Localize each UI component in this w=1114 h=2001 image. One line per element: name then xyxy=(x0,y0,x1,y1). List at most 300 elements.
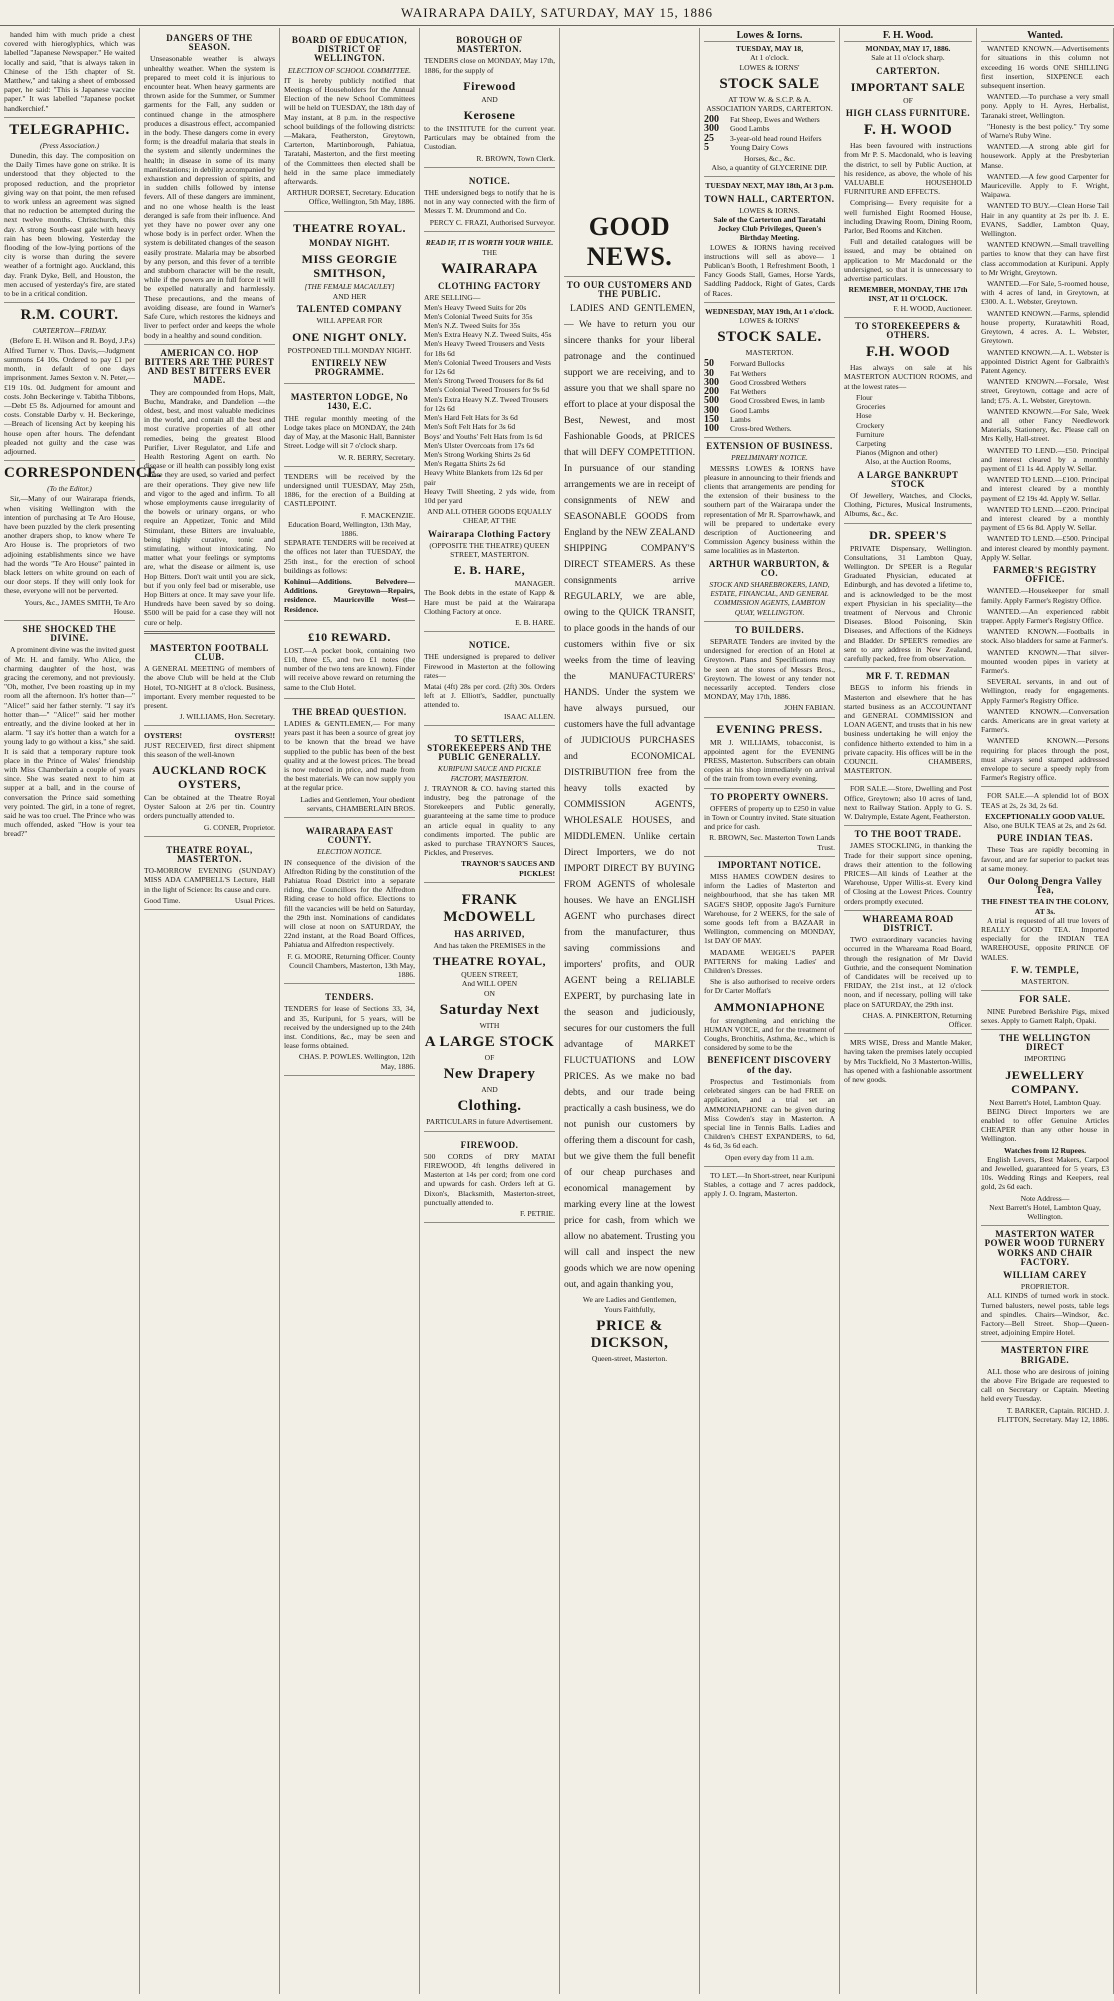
notice-body: THE undersigned begs to notify that he is not in any way connected with the firm of Messrs T. M. Drummond and Co. xyxy=(424,188,555,216)
oysters-heading-1: OYSTERS! xyxy=(144,731,182,741)
east-county-ad xyxy=(284,821,415,984)
factory-item: Men's Extra Heavy N.Z. Tweed Suits, 45s xyxy=(424,330,552,340)
wood-time: Sale at 11 o'clock sharp. xyxy=(871,53,945,63)
telegraphic-body: Dunedin, this day. The composition on the Daily Times have gone on strike. It is understood that they objected to the proposed reduction, and the proprietor giving way on that point, the men refused to work unless an agreement was signed that no reduction be attempted during the next twelve months. Christchurch, this day. A strong South-east gale with heavy rain has been blowing. Yesterday the flooding of the low-lying portions of the city is worse than during the severe weather of a fortnight ago. Auckland, this day. Frank Dyke, Bell, and Houston, the men accused of yesterday's fire, are stated to be in a critical condition. xyxy=(4,151,135,299)
redman-body: BEGS to inform his friends in Masterton and elsewhere that he has started business as an ACCOUNTANT and GENERAL COMMISSION and LOAN AGENT, and trusts that in his new business undertaking he will enjoy the confidence hitherto extended to him in a private capacity. His offices will be in the COUNCIL CHAMBERS, MASTERTON. xyxy=(844,683,972,776)
correspondence-sub: (To the Editor.) xyxy=(47,484,92,494)
theatre-lecture-body: TO-MORROW EVENING (SUNDAY) MISS ADA CAMPBELL'S Lecture, Hall in the light of Science: Its cause and cure. xyxy=(144,866,275,894)
jewellery-gold: English Levers, Best Makers, Carpool and Jewelled, guaranteed for 5 years, £3 10s. Wedding Rings and Keepers, real gold, 2s 6d each. xyxy=(981,1154,1109,1192)
tuesday-date: TUESDAY, MAY 18, xyxy=(735,44,804,54)
borough-title: BOROUGH OF MASTERTON. xyxy=(456,35,523,55)
telegraphic-sub: (Press Association.) xyxy=(39,140,100,150)
mcdowell-taken: And has taken the PREMISES in the xyxy=(433,941,546,951)
extension-body: MESSRS LOWES & IORNS have pleasure in announcing to their friends and clients that arrangements are pending for the extension of their business to the southern part of the Wairarapa under the representation of Mr R. Sparrowhawk, and will be prepared to undertake every description of Auctioneering and Commission Agency business within the same localities as in Masterton. xyxy=(704,463,835,556)
oysters-big: AUCKLAND ROCK OYSTERS, xyxy=(152,763,267,792)
correspondence-title: CORRESPONDENCE. xyxy=(4,465,162,482)
speer-body: PRIVATE Dispensary, Wellington. Consultations, 31 Lambton Quay, Wellington. Dr SPEER is a Regular Graduated Physician, educated at Edinburgh, and has devoted a lifetime to, and is acknowledged to be the most expert Physician in his speciality—the treatment of Nervous and Chronic Diseases. Blood Poisoning, Skin Diseases, and Affections of the Kidneys and Bladder. Dr SPEER'S remedies are sent to any address in New Zealand, carefully packed, free from observation. xyxy=(844,543,972,663)
theatre-and: AND HER xyxy=(332,292,367,302)
factory-the: THE xyxy=(482,248,497,258)
tenders-2-body: TENDERS for lease of Sections 33, 34, and 35, Kuripuni, for 5 years, will be received by the undersigned up to the 24th inst. Conditions, &c., may be seen and lease forms obtained. xyxy=(284,1004,415,1051)
builders-title: TO BUILDERS. xyxy=(734,624,805,635)
firm-1: LOWES & IORNS' xyxy=(739,62,800,72)
column-2 xyxy=(140,28,280,1994)
bread-ad xyxy=(284,702,415,818)
theatre-star-sub: [THE FEMALE MACAULEY] xyxy=(304,281,395,291)
oysters-body-2: Can be obtained at the Theatre Royal Oyster Saloon at 2/6 per tin. Country orders punctually attended to. xyxy=(144,793,275,821)
wanted-item: "Honesty is the best policy." Try some of Warne's Ruby Wine. xyxy=(981,121,1109,141)
theatre-star: MISS GEORGIE SMITHSON, xyxy=(301,251,398,280)
finest-body: A trial is requested of all true lovers of REALLY GOOD TEA. Imported especially for the INDIAN TEA WAREHOUSE, opposite PRINCE OF WALES. xyxy=(981,915,1109,962)
borough-kerosene: Kerosene xyxy=(463,108,516,123)
hop-bitters-body: They are compounded from Hops, Malt, Buchu, Mandrake, and Dandelion —the oldest, best, and most valuable medicines in the world, and contain all the best and most curative properties of all other remedies, being the greatest Blood Purifier, Liver Regulator, and Life and Health Restoring Agent on earth. No disease or ill health can possibly long exist where they are used, so varied and perfect are their operations. They give new life and vigor to the aged and infirm. To all whose employments cause irregularity of the bowels or urinary organs, or who require an Appetizer, Tonic and Mild Stimulant, these Bitters are invaluable, being highly curative, tonic and stimulating, without intoxicating. No matter what your feelings or symptoms are, what the disease or ailment is, use Hop Bitters. Don't wait until you are sick, but if you only feel bad or miserable, use Hop Bitters at once. It may save your life. Hundreds have been saved by so doing. $500 will be paid for a case they will not cure or help. xyxy=(144,387,275,627)
stock-lot: 5 Young Dairy Cows xyxy=(704,141,789,153)
wanted-item: WANTED.—A strong able girl for housework. Apply at the Presbyterian Manse. xyxy=(981,142,1109,170)
theatre-company: TALENTED COMPANY xyxy=(296,304,403,315)
reward-body: LOST.—A pocket book, containing two £10, three £5, and two £1 notes (the number of the two tens are known). Finder will receive above reward on returning the same to the Club Hotel. xyxy=(284,645,415,692)
theatre-will: WILL APPEAR FOR xyxy=(316,316,383,326)
jewellery-company: JEWELLERY COMPANY. xyxy=(1005,1067,1085,1096)
wanted-item: WANTED KNOWN.—Forsale, West street, Greytown, cottage and acre of land; £75. A. L. Webster, Greytown. xyxy=(981,377,1109,405)
traynor-ad xyxy=(424,729,555,883)
borough-body: TENDERS close on MONDAY, May 17th, 1886, for the supply of xyxy=(424,56,555,75)
mcdowell-queen: QUEEN STREET, xyxy=(461,970,518,980)
court-body: (Before E. H. Wilson and R. Boyd, J.P.s) Alfred Turner v. Thos. Davis,—Judgment summons £4 10s. Ordered to pay £1 per month, in default of one days imprisonment. James Sexton v. N. Peter,—£19 10s. 0d. Judgment for amount and costs. John Beckeringe v. Tabitha Tibbons,—Debt £5 8s. Adjourned for amount and costs. Constable Darby v. H. Beckeringe,—Breach of licensing Act by keeping his house open after hours. The defendant pleaded not guilty and the case was adjourned. xyxy=(4,336,135,456)
factory-are: ARE SELLING— xyxy=(424,293,481,303)
stock-lot: 100 Cross-bred Wethers. xyxy=(704,422,792,434)
mcdowell-ad xyxy=(424,886,555,1132)
to-let: TO LET.—In Short-street, near Kuripuni Stables, a cottage and 7 acres paddock, apply J. O. Ingram, Masterton. xyxy=(704,1170,835,1199)
wood-turnery: MASTERTON WATER POWER WOOD TURNERY WORKS AND CHAIR FACTORY. xyxy=(984,1229,1106,1267)
bankrupt-body: Of Jewellery, Watches, and Clocks, Clothing, Pictures, Musical Instruments, Albums, &c., &c. xyxy=(844,490,972,519)
stock-lot: 200 Fat Sheep, Ewes and Wethers xyxy=(704,114,820,126)
column-1 xyxy=(0,28,162,1994)
pigs-for-sale: FOR SALE. xyxy=(1019,994,1071,1005)
mcdowell-saturday: Saturday Next xyxy=(439,1001,540,1018)
wood-body: Has been favoured with instructions from Mr P. S. Macdonald, who is leaving the district, to sell by Public Auction, at his residence, as above, the whole of his VALUABLE HOUSEHOLD FURNITURE AND EFFECTS. xyxy=(844,141,972,197)
boot-trade-body: JAMES STOCKLING, in thanking the Trade for their support since opening, draws their attention to the following PRICES—All kinds of Leather at the Warehouse, Upper Willis-st. Every kind of Closing at the Lowest Prices. Country orders promptly executed. xyxy=(844,841,972,906)
wood-comprising: Comprising— Every requisite for a well furnished Eight Roomed House, including Drawing Room, Dining Room, Parlor, Bed Rooms and Kitchen. xyxy=(844,198,972,236)
hare-sign: E. B. HARE. xyxy=(515,617,555,627)
wanted-item-2: WANTED KNOWN.—Conversation cards. Americans are in great variety at Farmer's. xyxy=(981,706,1109,735)
factory-item: Men's Hard Felt Hats for 3s 6d xyxy=(424,413,518,423)
jewellery-body: BEING Direct Importers we are enabled to offer Genuine Articles CHEAPER than any other house in Wellington. xyxy=(981,1106,1109,1144)
kohinui-list: Kohinui—Additions. Belvedere—Additions. Greytown—Repairs, residence. Mauriceville West—Residence. xyxy=(284,576,415,614)
stock-sale-2-place: MASTERTON. xyxy=(745,348,794,358)
mcdowell-open: And WILL OPEN xyxy=(461,979,518,989)
oysters-sign: G. CONER, Proprietor. xyxy=(203,822,275,832)
factory-item: Boys' and Youths' Felt Hats from 1s 6d xyxy=(424,431,543,441)
wood-good: Crockery xyxy=(856,420,885,430)
column-3 xyxy=(280,28,420,1994)
good-news-sign-1: We are Ladies and Gentlemen, xyxy=(582,1295,677,1305)
borough-body-2: to the INSTITUTE for the current year. Particulars may be obtained from the Custodian. xyxy=(424,124,555,152)
wanted-item-2: WANTED.—Housekeeper for small family. Apply Farmer's Registry Office. xyxy=(981,586,1109,605)
traynor-body: J. TRAYNOR & CO. having started this industry, beg the patronage of the Storekeepers and Public generally, guaranteeing at the same time to produce an article equal in quality to any condiments imported. The public are asked to purchase TRAYNOR'S Sauces, Pickles, and Preserves. xyxy=(424,783,555,858)
jewellery-address: Next Barrett's Hotel, Lambton Quay, Wellington. xyxy=(989,1202,1101,1221)
wood-2-name: F.H. WOOD xyxy=(865,344,951,361)
lowes-iorns-header: Lowes & Iorns. xyxy=(704,30,835,42)
wanted-item: WANTED KNOWN.—For Sale, Week and all other Fancy Needlework Materials, Stationery, &c. Please call on Mrs Kelly, Hall-street. xyxy=(981,406,1109,444)
read-if: READ IF, IT IS WORTH YOUR WHILE. xyxy=(425,237,554,247)
pure-indian-teas: PURE INDIAN TEAS. xyxy=(996,833,1094,844)
mcdowell-particulars: PARTICULARS in future Advertisement. xyxy=(426,1117,553,1127)
notice-2-ad xyxy=(424,635,555,726)
tenders-2-ad xyxy=(284,987,415,1076)
board-title: BOARD OF EDUCATION, DISTRICT OF WELLINGTON. xyxy=(291,35,408,64)
divine-title: SHE SHOCKED THE DIVINE. xyxy=(22,623,117,644)
factory-item: Men's Regatta Shirts 2s 6d xyxy=(424,459,506,469)
stock-lot: 50 Forward Bullocks xyxy=(704,358,785,370)
bread-title: THE BREAD QUESTION. xyxy=(292,706,407,717)
east-sign: F. G. MOORE, Returning Officer. County Council Chambers, Masterton, 13th May, 1886. xyxy=(287,951,415,980)
factory-item: Men's N.Z. Tweed Suits for 35s xyxy=(424,321,521,331)
lodge-ad xyxy=(284,387,415,466)
stock-lot: 200 Fat Wethers xyxy=(704,386,767,398)
important-notice-title: IMPORTANT NOTICE. xyxy=(717,859,822,870)
carey-prop: PROPRIETOR. xyxy=(1020,1282,1070,1292)
wood-good: Furniture xyxy=(856,429,885,439)
football-title: MASTERTON FOOTBALL CLUB. xyxy=(150,642,269,662)
factory-item: Men's Heavy Tweed Trousers and Vests for 18s 6d xyxy=(424,339,545,358)
notice-ad xyxy=(424,171,555,232)
east-title: WAIRARAPA EAST COUNTY. xyxy=(305,826,394,846)
factory-item: Men's Colonial Tweed Trousers and Vests for 12s 6d xyxy=(424,357,551,377)
theatre-night: MONDAY NIGHT. xyxy=(309,237,390,248)
redman-title: MR F. T. REDMAN xyxy=(865,671,951,682)
tenders-2-sign: CHAS. P. POWLES. Wellington, 12th May, 1886. xyxy=(298,1052,415,1071)
factory-equal: AND ALL OTHER GOODS EQUALLY CHEAP, AT THE xyxy=(427,507,552,526)
good-news-title: GOOD NEWS. xyxy=(586,212,673,271)
wood-good: Flour xyxy=(856,392,873,402)
wanted-item: WANTED KNOWN.—Farms, splendid house property, Kuratawhiti Road, Greytown, 4 acres. A. L. Webster, Greytown. xyxy=(981,308,1109,346)
firm-2: LOWES & IORNS. xyxy=(739,205,800,215)
oysters-heading-2: OYSTERS!! xyxy=(234,731,275,741)
column-4 xyxy=(420,28,560,1994)
privileges: LOWES & IORNS having received instructions will sell as above— 1 Publican's Booth, 1 Refreshment Booth, 1 Fancy Goods Stall, Games, Horse Yards, Saddling Paddock, Right of Gates, Cards of Races. xyxy=(704,242,835,298)
bread-sign: Ladies and Gentlemen, Your obedient servants, CHAMBERLAIN BROS. xyxy=(300,794,415,813)
fire-sign: T. BARKER, Captain. RICHD. J. FLITTON, Secretary. May 12, 1886. xyxy=(997,1405,1109,1424)
mcdowell-clothing: Clothing. xyxy=(457,1098,522,1115)
hare-notice: The Book debts in the estate of Kapp & Hare must be paid at the Wairarapa Clothing Factory at once. xyxy=(424,588,555,616)
whareama-title: WHAREAMA ROAD DISTRICT. xyxy=(862,913,954,934)
town-hall: TOWN HALL, CARTERTON. xyxy=(704,193,835,204)
stock-lots-2 xyxy=(704,359,835,433)
factory-item: Men's Colonial Tweed Suits for 35s xyxy=(424,311,533,321)
tea-bulk: Also, one BULK TEAS at 2s, and 2s 6d. xyxy=(983,821,1107,831)
pure-body: These Teas are rapidly becoming in favour, and are far superior to packet teas at same money. xyxy=(981,845,1109,873)
wood-remember: REMEMBER, MONDAY, THE 17th INST, AT 11 O'CLOCK. xyxy=(848,285,968,304)
divine-body: A prominent divine was the invited guest of Mr. H. and family. Who Alice, the charming daughter of the host, was gracing the ceremony, and not previously. "Oh, mother, I've been roasting up in my room all the afternoon. It's hotter than—" "Alice!" said her father sternly. "I say it's hotter than—" "Alice!" said her mother entreatly, and the divine looked at her in alarm. "I say it's hotter than a watch for a young lady to go without a kiss," she said. It is said that a temporary rupture took place in the Prince of Wales' friendship with Miss Chamberlain a couple of years since. She was seated next to him at supper at a ball, and in the course of conversation the Prince said something very pointed. The girl, in a tone of regret, said he was too cruel. The Prince who was much offended, asked "How is your tea bread?" xyxy=(4,645,135,839)
masthead xyxy=(0,0,1114,26)
farmers-registry: FARMER'S REGISTRY OFFICE. xyxy=(993,564,1097,585)
mcdowell-of: OF xyxy=(484,1053,495,1063)
stock-lot: 30 Fat Wethers xyxy=(704,367,767,379)
tea-sale: FOR SALE.—A splendid lot of BOX TEAS at 2s, 2s 3d, 2s 6d. xyxy=(981,791,1109,810)
notice-sign: PERCY C. FRAZI, Authorised Surveyor. xyxy=(429,217,555,227)
theatre-programme: ENTIRELY NEW PROGRAMME. xyxy=(311,357,388,378)
football-sign: J. WILLIAMS, Hon. Secretary. xyxy=(179,712,275,722)
factory-name: CLOTHING FACTORY xyxy=(437,281,542,292)
ammoniaphone-body: for strengthening and enriching the HUMAN VOICE, and for the treatment of Coughs, Bronchitis, Asthma, &c., which is considered by some to be the xyxy=(704,1015,835,1053)
important-notice-body: MISS HAMES COWDEN desires to inform the Ladies of Masterton and neighbourhood, that she has taken MR SAGE'S SHOP, opposite Jago's Furniture Warehouse, for 2 WEEKS, for the sale of some goods left from a BAZAAR in Wellington, commencing on MONDAY, 1st DAY OF MAY. xyxy=(704,872,835,946)
fire-brigade: MASTERTON FIRE BRIGADE. xyxy=(1000,1345,1090,1365)
mcdowell-drapery: New Drapery xyxy=(443,1066,536,1083)
temple-name: F. W. TEMPLE, xyxy=(1010,964,1080,975)
agent-line: She is also authorised to receive orders for Dr Carter Moffat's xyxy=(704,977,835,996)
stock-lot: 300 Good Lambs xyxy=(704,123,770,135)
mrs-wise: MRS WISE, Dress and Mantle Maker, having taken the premises lately occupied by Mrs Tuckfield, No 3 Masterton-Willis, has opened with a fashionable assortment of new goods. xyxy=(844,1038,972,1085)
tuesday-time: At 1 o'clock. xyxy=(750,53,789,63)
borough-and: AND xyxy=(481,94,498,104)
wood-good: Carpeting xyxy=(856,438,886,448)
extension-sub: PRELIMINARY NOTICE. xyxy=(731,453,808,463)
storekeepers-title: TO STOREKEEPERS & OTHERS. xyxy=(855,320,961,341)
builders-sign: JOHN FABIAN. xyxy=(784,703,835,713)
education-board-date: Education Board, Wellington, 13th May, 1886. xyxy=(288,519,411,538)
evening-press-title: EVENING PRESS. xyxy=(716,721,823,736)
column-6 xyxy=(700,28,840,1994)
football-body: A GENERAL MEETING of members of the above Club will be held at the Club Hotel, TO-NIGHT at 8 o'clock. Business, important. Every member requested to be present. xyxy=(144,664,275,711)
stock-lot: 300 Good Lambs xyxy=(704,404,770,416)
property-sign: R. BROWN, Sec. Masterton Town Lands Trust. xyxy=(709,833,835,852)
firewood-body: 500 CORDS of DRY MATAI FIREWOOD, 4ft lengths delivered in Masterton at 14s per cord; from one cord and upwards for cash. Orders left at G. Dixon's, Blacksmith, Masterton-street, punctually attended to. xyxy=(424,1151,555,1207)
for-sale-store: FOR SALE.—Store, Dwelling and Post Office, Greytown; also 10 acres of land, next to Railway Station. Apply to G. S. W. Dalrymple, Estate Agent, Featherston. xyxy=(844,784,972,822)
also-line: Also, a quantity of GLYCERINE DIP. xyxy=(711,163,828,173)
theatre-postponed: POSTPONED TILL MONDAY NIGHT. xyxy=(287,345,412,355)
stock-lot: 300 Good Crossbred Wethers xyxy=(704,376,807,388)
wednesday-date: WEDNESDAY, MAY 19th, At 1 o'clock. xyxy=(705,306,834,316)
wanted-item-2: WANTED KNOWN.—That silver-mounted wooden pipes in variety at Farmer's. xyxy=(981,647,1109,675)
borough-sign: R. BROWN, Town Clerk. xyxy=(476,153,555,163)
jewellery-watches: Watches from 12 Rupees. xyxy=(1003,1145,1087,1155)
good-news-firm: PRICE & DICKSON, xyxy=(590,1317,669,1351)
wanted-item: WANTED TO LEND.—£500. Principal and interest cleared by monthly payment. Apply W. Sellar. xyxy=(981,534,1109,562)
mcdowell-theatre: THEATRE ROYAL, xyxy=(432,954,547,969)
factory-item: Men's Heavy Tweed Suits for 20s xyxy=(424,302,527,312)
wanted-item: WANTED.—For Sale, 5-roomed house, with 4 acres of land, in Greytown, at £300. A. L. Webster, Greytown. xyxy=(981,279,1109,307)
jewellery-importing: IMPORTING xyxy=(1024,1054,1066,1064)
property-body: OFFERS of property up to £250 in value in Town or Country invited. State situation and price for cash. xyxy=(704,803,835,832)
wood-high: HIGH CLASS FURNITURE. xyxy=(845,108,971,119)
boot-trade-title: TO THE BOOT TRADE. xyxy=(854,829,962,840)
factory-wairarapa: WAIRARAPA xyxy=(441,261,538,278)
mcdowell-and: AND xyxy=(481,1085,498,1095)
bread-body: LADIES & GENTLEMEN,— For many years past it has been a source of great joy to be known that the bread we have supplied to the public has been of the best quality and at the lowest prices. The bread is now reduced in price, and made from the best materials. We can now supply you at the regular price. xyxy=(284,718,415,793)
dangers-title: DANGERS OF THE SEASON. xyxy=(166,33,253,53)
notice-2-sign: ISAAC ALLEN. xyxy=(503,711,555,721)
notice-2-rates: Matai (4ft) 28s per cord. (2ft) 30s. Orders left at J. Elliott's, Saddler, punctually attended to. xyxy=(424,681,555,710)
hare-manager: MANAGER. xyxy=(514,579,555,589)
fire-body: ALL those who are desirous of joining the above Fire Brigade are requested to call on Secretary or Captain. Meeting held every Tuesday. xyxy=(981,1366,1109,1404)
warburton-title: ARTHUR WARBURTON, & CO. xyxy=(708,558,831,578)
good-news-to: TO OUR CUSTOMERS AND THE PUBLIC. xyxy=(566,280,693,300)
good-news-body: LADIES AND GENTLEMEN,— We have to return you our sincere thanks for your liberal patronage and the continued support we are receiving, and to assure you that we shall spare no effort to place at your disposal the Best, Newest, and most Fashionable Goods, at PRICES that will DEFY COMPETITION. In pursuance of our standing arrangements we are in receipt of consignments of NEW and SEASONABLE GOODS from England by the NEW ZEALAND SHIPPING COMPANY'S DIRECT STEAMERS. As these consignments arrive REGULARLY, we are able, owing to the QUICK TRANSIT, to place goods in the hands of our customers within five or six weeks from the time of leaving the MANUFACTURERS' HANDS. Under the system we have always pursued, our customers have the full advantage of JUDICIOUS PURCHASES and ECONOMICAL DISTRIBUTION free from the heavy tolls exacted by COMMISSION AGENTS, WHOLESALE HOUSES, and MIDDLEMEN. Unlike certain Direct Importers, we do not IMPORT DIRECT BY BUYING FROM AGENTS of wholesale houses. We have an ENGLISH AGENT who purchases direct from the manufacturer, thus saving commissions and importers' profits, and OUR AGENT being a RELIABLE EXPERT, by purchasing late in the season and judiciously, secures for our customers the full advantage of MARKET FLUCTUATIONS and LOW PRICES. As we make no bad debts, and our trade being practically a cash business, we do not punish our customers by offering them a discount for cash, but we give them the full benefit of our cheap purchases and economical management by marking every line at the lowest price for cash, from which we allow no abatement. Trusting you will call and inspect the new goods which we are now opening out, and again thanking you, xyxy=(564,303,695,1291)
wanted-item-2: WANTED KNOWN.—Persons requiring for places through the post, must always send stamped addressed envelope to secure a speedy reply from Farmer's Registry office. xyxy=(981,736,1109,783)
tenders-2-title: TENDERS. xyxy=(325,992,374,1003)
theatre-royal-ad xyxy=(284,215,415,385)
factory-item: Heavy White Blankets from 12s 6d per pair xyxy=(424,468,543,487)
good-news-sign-2: Yours Faithfully, xyxy=(603,1304,656,1314)
dangers-body: Unseasonable weather is always unhealthy weather. When the system is prepared to meet cold it is injurious to encounter heat. When heavy garments are thrown aside for the Summer, or Summer garments for the Fall, any sudden or continued change in the atmosphere produces a disastrous effect, accompanied in the body. These dangers come in every form; is the dreadful malaria that steals in the system and silently undermines the health; in disease in some of its many manifestations; in debility accompanied by exhaustion and depression of spirits, and in sudden chills followed by intense fevers. All of these dangers are imminent, and no one whose health is the least deranged is safe from their influence. And yet they have no power over any one whose body is in perfect order. When the system is debilitated changes of the season easily prostrate. Malaria may be absorbed by any person, and this fever of a terrible and stubborn character will be the result, while if the powers are in full force it will be expelled naturally and harmlessly. These precautions, and the means of avoiding disease, are found in Warner's Safe Cure, which restores the kidneys and liver to perfect order and keeps the whole body in a healthy and sound condition. xyxy=(144,54,275,340)
theatre-title: THEATRE ROYAL. xyxy=(292,220,407,235)
wood-carterton: CARTERTON. xyxy=(876,65,940,76)
east-sub: ELECTION NOTICE. xyxy=(317,847,382,857)
wood-good: Pianos (Mignon and other) xyxy=(856,448,938,458)
wanted-item: WANTED KNOWN.—Small travelling parties to know that they can have first class accommodation at Kuripuni. Apply to Mr Wright, Greytown. xyxy=(981,240,1109,277)
reward-ad xyxy=(284,624,415,699)
stock-lots-1 xyxy=(704,115,835,152)
separate-tenders: SEPARATE TENDERS will be received at the offices not later than TUESDAY, the 25th inst., for the erection of school buildings as follows: xyxy=(284,538,415,575)
wood-goods xyxy=(844,393,972,457)
wood-also: Also, at the Auction Rooms, xyxy=(864,457,952,467)
pigs-body: NINE Purebred Berkshire Pigs, mixed sexes. Apply to Garnett Ralph, Opaki. xyxy=(981,1006,1109,1025)
warburton-sub: STOCK AND SHAREBROKERS, LAND, ESTATE, FINANCIAL, AND GENERAL COMMISSION AGENTS, LAMBTON QUAY, WELLINGTON. xyxy=(709,579,830,617)
column-5 xyxy=(560,28,700,1994)
lodge-sign: W. R. BERRY, Secretary. xyxy=(338,452,415,462)
prospectus: Prospectus and Testimonials from celebrated singers can be had FREE on application, and a trial set an AMMONIAPHONE can be given during Miss Cowden's stay in Masterton. A special line in Tennis Balls. Ladies and Children's CHEST EXPANDERS, to 6d, 4s 6d, 3s 6d each. xyxy=(704,1076,835,1151)
notice-title: NOTICE. xyxy=(468,175,511,186)
bankrupt-title: A LARGE BANKRUPT STOCK xyxy=(857,469,959,489)
football-ad xyxy=(144,638,275,727)
factory-location: (OPPOSITE THE THEATRE) QUEEN STREET, MASTERTON. xyxy=(429,540,550,559)
hare-name: E. B. HARE, xyxy=(453,563,526,578)
wood-full: Full and detailed catalogues will be issued, and may be obtained on application to Mr Macdonald or the undersigned, so that it is unnecessary to advertise particulars. xyxy=(844,237,972,284)
extension-title: EXTENSION OF BUSINESS. xyxy=(706,441,833,452)
column-7 xyxy=(840,28,977,1994)
evening-press-body: MR J. WILLIAMS, tobacconist, is appointed agent for the EVENING PRESS, Masterton. Subscribers can obtain copies at his shop immediately on arrival of the train from town every evening. xyxy=(704,737,835,784)
stock-lot: 500 Good Crossbred Ewes, in lamb xyxy=(704,395,825,407)
stock-sale-2: STOCK SALE. xyxy=(717,329,822,346)
settlers-title: TO SETTLERS, STOREKEEPERS AND THE PUBLIC GENERALLY. xyxy=(427,733,552,763)
horses-line: Horses, &c., &c. xyxy=(743,154,796,164)
theatre-lecture-ad xyxy=(144,840,275,910)
wood-name: F. H. WOOD xyxy=(863,122,953,139)
factory-item: Men's Extra Heavy N.Z. Tweed Trousers for 12s 6d xyxy=(424,394,549,413)
factory-item: Men's Strong Working Shirts 2s 6d xyxy=(424,449,531,459)
builders-body: SEPARATE Tenders are invited by the undersigned for erection of an Hotel at Greytown. Plans and Specifications may be seen at the stores of Messrs Bros., Greytown. The lowest or any tender not necessarily accepted. Tenders close MONDAY, May 17th, 1886. xyxy=(704,636,835,702)
traynor-sign: TRAYNOR'S SAUCES AND PICKLES! xyxy=(461,859,555,878)
notice-2-body: THE undersigned is prepared to deliver Firewood in Masterton at the following rates— xyxy=(424,652,555,680)
clothing-factory-ad xyxy=(424,235,555,632)
lodge-body: THE regular monthly meeting of the Lodge takes place on MONDAY, the 24th day of May, at the Masonic Hall, Bannister Street. Lodge will sit 7 o'clock sharp. xyxy=(284,413,415,451)
court-sub: CARTERTON—FRIDAY. xyxy=(32,326,107,336)
wood-good: Groceries xyxy=(856,402,886,412)
wanted-item: WANTED TO LEND.—£200. Principal and interest cleared by a monthly payment of £5 6s 8d. Apply W. Sellar. xyxy=(981,504,1109,533)
tea-value: EXCEPTIONALLY GOOD VALUE. xyxy=(985,811,1105,821)
carey-body: ALL KINDS of turned work in stock. Turned balusters, newel posts, table legs and spindles. Chairs—Windsor, &c. Factory—Bell Street. Shop—Queen-street, adjoining Empire Hotel. xyxy=(981,1291,1109,1338)
factory-full-name: Wairarapa Clothing Factory xyxy=(428,528,551,539)
theatre-one-night: ONE NIGHT ONLY. xyxy=(292,329,407,344)
theatre-lecture-foot-right: Usual Prices. xyxy=(234,895,275,905)
oysters-body: JUST RECEIVED, first direct shipment this season of the well-known xyxy=(144,740,275,759)
factory-items xyxy=(424,303,555,487)
education-board-ad xyxy=(284,30,415,212)
wanted-item-2: WANTED.—An experienced rabbit trapper. Apply Farmer's Registry Office. xyxy=(981,606,1109,625)
wanted-item: WANTED TO LEND.—£100. Principal and interest cleared by a monthly payment of £2 19s 4d. Apply W. Sellar. xyxy=(981,475,1109,503)
correspondence-sign: Yours, &c., JAMES SMITH, Te Aro House. xyxy=(24,597,135,616)
good-news-place: Queen-street, Masterton. xyxy=(591,1353,668,1363)
column-8 xyxy=(977,28,1114,1994)
jewellery-note: Note Address— xyxy=(1020,1193,1070,1203)
kuripuni-title: KURIPUNI SAUCE AND PICKLE FACTORY, MASTERTON. xyxy=(437,764,542,783)
tenders-ad xyxy=(284,470,415,621)
mcdowell-arrived: HAS ARRIVED, xyxy=(454,928,525,939)
factory-item: Men's Soft Felt Hats for 3s 6d xyxy=(424,422,516,432)
open-hours: Open every day from 11 a.m. xyxy=(725,1152,814,1162)
madame-weigel: MADAME WEIGEL'S PAPER PATTERNS for making Ladies' and Children's Dresses. xyxy=(704,947,835,976)
wood-of: OF xyxy=(903,95,913,105)
wanted-item: WANTED TO LEND.—£50. Principal and interest cleared by a monthly payment of £1 1s 4d. Apply W. Sellar. xyxy=(981,445,1109,473)
wanted-item: WANTED.—To purchase a very small pony. Apply to H. Ayres, Herbalist, Taranaki street, Wellington. xyxy=(981,92,1109,120)
mcdowell-large: A LARGE STOCK xyxy=(424,1034,555,1051)
hop-bitters-title: AMERICAN CO. HOP BITTERS ARE THE PUREST AND BEST BITTERS EVER MADE. xyxy=(144,347,275,386)
mcdowell-name: FRANK McDOWELL xyxy=(443,891,536,925)
stock-lot: 25 3-year-old head round Heifers xyxy=(704,132,822,144)
wood-good: Hose xyxy=(856,411,872,421)
east-body: IN consequence of the division of the Alfredton Riding by the constitution of the Pahiatua Road District into a separate riding, the Councillors for the Alfredton Riding cease to hold office. Elections to fill the vacancies will be held on Saturday, the 29th inst. Nominations of candidates will close at noon on SATURDAY, the 22nd instant, at the Road Board Offices, Pahiatua and Alfredton respectively. xyxy=(284,857,415,950)
wood-header: F. H. Wood. xyxy=(844,30,972,42)
reward-title: £10 REWARD. xyxy=(308,629,391,644)
jewellery-location: Next Barrett's Hotel, Lambton Quay. xyxy=(989,1097,1101,1107)
lodge-title: MASTERTON LODGE, No 1430, E.C. xyxy=(290,392,409,412)
masthead-title: WAIRARAPA DAILY, SATURDAY, MAY 15, 1886 xyxy=(401,5,713,20)
wood-important: IMPORTANT SALE xyxy=(850,79,966,94)
stock-lot: 150 Lambs xyxy=(704,413,751,425)
borough-firewood: Firewood xyxy=(463,78,516,93)
stock-sale-1: STOCK SALE xyxy=(719,75,820,92)
stock-sale-1-at: AT TOW W. & S.C.P. & A. ASSOCIATION YARDS, CARTERTON. xyxy=(706,94,833,114)
mcdowell-on: ON xyxy=(484,988,495,998)
tenders-body: TENDERS will be received by the undersigned until TUESDAY, May 25th, 1886, for the erection of a Building at CASTLEPOINT. xyxy=(284,471,415,509)
mcdowell-with: WITH xyxy=(479,1020,500,1030)
factory-item: Men's Ulster Overcoats from 17s 6d xyxy=(424,440,534,450)
discovery-line: BENEFICENT DISCOVERY of the day. xyxy=(707,1055,832,1075)
firewood-sign: F. PETRIE. xyxy=(519,1209,555,1219)
oolong: Our Oolong Dengra Valley Tea, xyxy=(987,876,1103,896)
board-sign: ARTHUR DORSET, Secretary. Education Office, Wellington, 5th May, 1886. xyxy=(286,188,415,207)
wanted-item-2: WANTED KNOWN.—Footballs in stock. Also bladders for same at Farmer's. xyxy=(981,627,1109,646)
ammoniaphone-title: AMMONIAPHONE xyxy=(713,999,826,1014)
borough-ad xyxy=(424,30,555,168)
temple-location: MASTERTON. xyxy=(1021,977,1069,987)
firewood-ad xyxy=(424,1135,555,1224)
carey-name: WILLIAM CAREY xyxy=(1003,1269,1087,1280)
property-title: TO PROPERTY OWNERS. xyxy=(710,791,829,802)
whareama-sign: CHAS. A. PINKERTON, Returning Officer. xyxy=(862,1010,972,1030)
article-intro: handed him with much pride a chest covered with hieroglyphics, which was labelled "Japanese Newspaper." He waited locally and said, "that is always taken in Chinese of the 15th chapter of St. Matthew," and taking a sheet of embossed paper, he said: "This is Japanese vaccine paper." It was labelled "Japanese pocket handkerchief." xyxy=(4,30,135,113)
tuesday-next: TUESDAY NEXT, MAY 18th, At 3 p.m. xyxy=(705,181,834,191)
notice-2-title: NOTICE. xyxy=(468,640,511,651)
factory-item: Men's Strong Tweed Trousers for 8s 6d xyxy=(424,376,544,386)
whareama-body: TWO extraordinary vacancies having occurred in the Whareama Road Board, through the resignation of Mr David Guthrie, and the consequent Nomination of Candidates will be received up to FRIDAY, the 21st inst., at 12 o'clock noon, and if necessary, polling will take place on SATURDAY, the 29th inst. xyxy=(844,935,972,1009)
wanted-item-2: SEVERAL servants, in and out of Wellington, ready for engagements. Apply Farmer's Registry Office. xyxy=(981,677,1109,705)
jockey-club-sale: Sale of the Carterton and Taratahi Jockey Club Privileges, Queen's Birthday Meeting. xyxy=(713,215,826,243)
correspondence-body: Sir,—Many of our Wairarapa friends, when visiting Wellington with the intention of purchasing at Te Aro House, have been puzzled by the clerk presenting another drapers shop, to know where Te Aro House is. The proprietors of two adjoining establishments since we have had the words "Te Aro House" painted in black letters on white ground on each of our door steps. If they will only look for these, everyone will not be perverted. xyxy=(4,494,135,596)
wanted-item: WANTED KNOWN.—Advertisements for situations in this column not exceeding 16 words ONE SHILLING first insertion, SIXPENCE each subsequent insertion. xyxy=(981,44,1109,91)
wanted-item: WANTED TO BUY.—Clean Horse Tail Hair in any quantity at 2s per lb. J. E. EVANS, Saddler, Lambton Quay, Wellington. xyxy=(981,201,1109,239)
wood-2-body: Has always on sale at his MASTERTON AUCTION ROOMS, and at the lowest rates— xyxy=(844,363,972,391)
factory-also: Heavy Twill Sheeting, 2 yds wide, from 10d per yard xyxy=(424,486,555,505)
tenders-sign: F. MACKENZIE. xyxy=(360,510,415,520)
court-title: R.M. COURT. xyxy=(20,307,119,324)
wanted-item: WANTED KNOWN.—A. L. Webster is appointed District Agent for Galbraith's Patent Agency. xyxy=(981,347,1109,375)
wanted-header: Wanted. xyxy=(981,30,1109,42)
finest-tea: THE FINEST TEA IN THE COLONY, AT 3s. xyxy=(981,897,1109,916)
theatre-lecture-title: THEATRE ROYAL, MASTERTON. xyxy=(166,844,253,865)
jewellery-direct: THE WELLINGTON DIRECT xyxy=(999,1032,1091,1053)
wanted-item: WANTED.—A few good Carpenter for Mauriceville. Apply to F. Wright, Waipawa. xyxy=(981,171,1109,200)
board-body: IT is hereby publicly notified that Meetings of Householders for the Annual Election of the new School Committees will be held on TUESDAY, the 18th day of May instant, at 8 p.m. in the respective school buildings of the following districts:—Makara, Featherston, Greytown, Carterton, Martinborough, Pahiatua, Taratahi, Masterton, and the first meeting of the Committees then elected shall be held in the same place immediately afterwards. xyxy=(284,75,415,187)
